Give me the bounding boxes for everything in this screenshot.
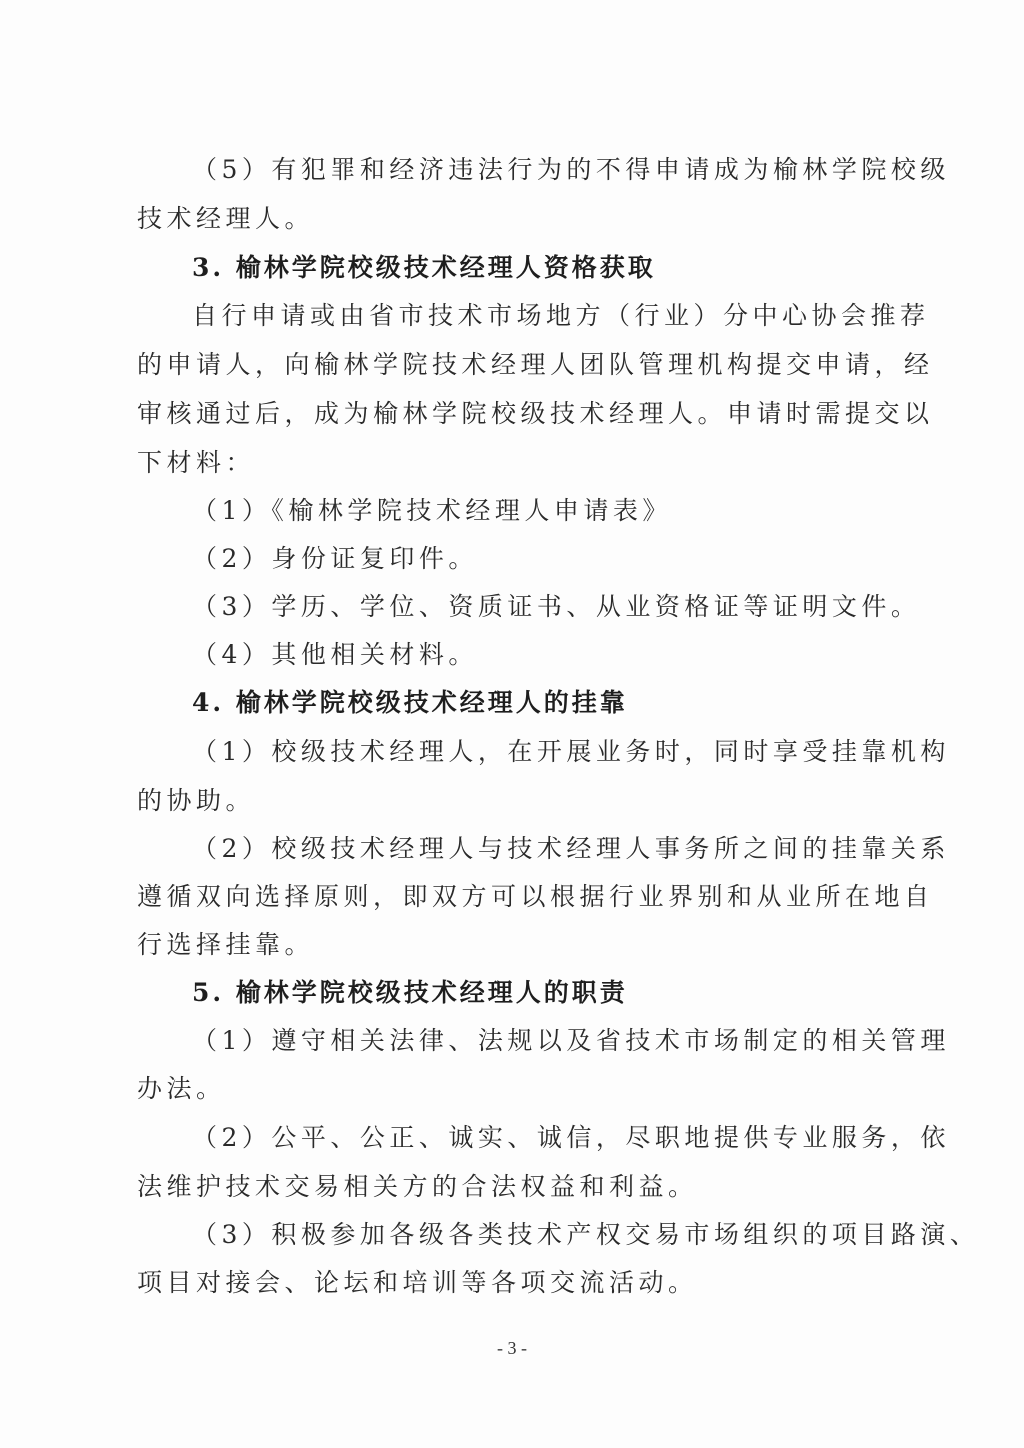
paragraph-line: （5）有犯罪和经济违法行为的不得申请成为榆林学院校级 (192, 155, 950, 184)
paragraph-line: 法维护技术交易相关方的合法权益和利益。 (137, 1172, 698, 1201)
paragraph-line: 的协助。 (137, 786, 256, 815)
paragraph-line: 遵循双向选择原则，即双方可以根据行业界别和从业所在地自 (137, 882, 934, 911)
list-item: （3）学历、学位、资质证书、从业资格证等证明文件。 (192, 592, 921, 621)
page-number: - 3 - (497, 1338, 527, 1358)
paragraph-line: （2）公平、公正、诚实、诚信，尽职地提供专业服务，依 (192, 1123, 950, 1152)
paragraph-line: 行选择挂靠。 (137, 930, 315, 959)
paragraph-line: （1）校级技术经理人，在开展业务时，同时享受挂靠机构 (192, 737, 950, 766)
paragraph-line: 审核通过后，成为榆林学院校级技术经理人。申请时需提交以 (137, 399, 934, 428)
list-item: （1）《榆林学院技术经理人申请表》 (192, 496, 672, 525)
section-heading: 3. 榆林学院校级技术经理人资格获取 (192, 253, 656, 282)
paragraph-line: 自行申请或由省市技术市场地方（行业）分中心协会推荐 (192, 301, 930, 330)
paragraph-line: （3）积极参加各级各类技术产权交易市场组织的项目路演、 (192, 1220, 980, 1249)
paragraph-line: 的申请人，向榆林学院技术经理人团队管理机构提交申请，经 (137, 350, 934, 379)
list-item: （2）身份证复印件。 (192, 544, 478, 573)
paragraph-line: 下材料： (137, 448, 256, 477)
section-heading: 5. 榆林学院校级技术经理人的职责 (192, 978, 628, 1007)
paragraph-line: （1）遵守相关法律、法规以及省技术市场制定的相关管理 (192, 1026, 950, 1055)
section-heading: 4. 榆林学院校级技术经理人的挂靠 (192, 688, 628, 717)
list-item: （4）其他相关材料。 (192, 640, 478, 669)
paragraph-line: （2）校级技术经理人与技术经理人事务所之间的挂靠关系 (192, 834, 950, 863)
paragraph-line: 办法。 (137, 1074, 226, 1103)
paragraph-line: 技术经理人。 (137, 204, 315, 233)
paragraph-line: 项目对接会、论坛和培训等各项交流活动。 (137, 1268, 698, 1297)
